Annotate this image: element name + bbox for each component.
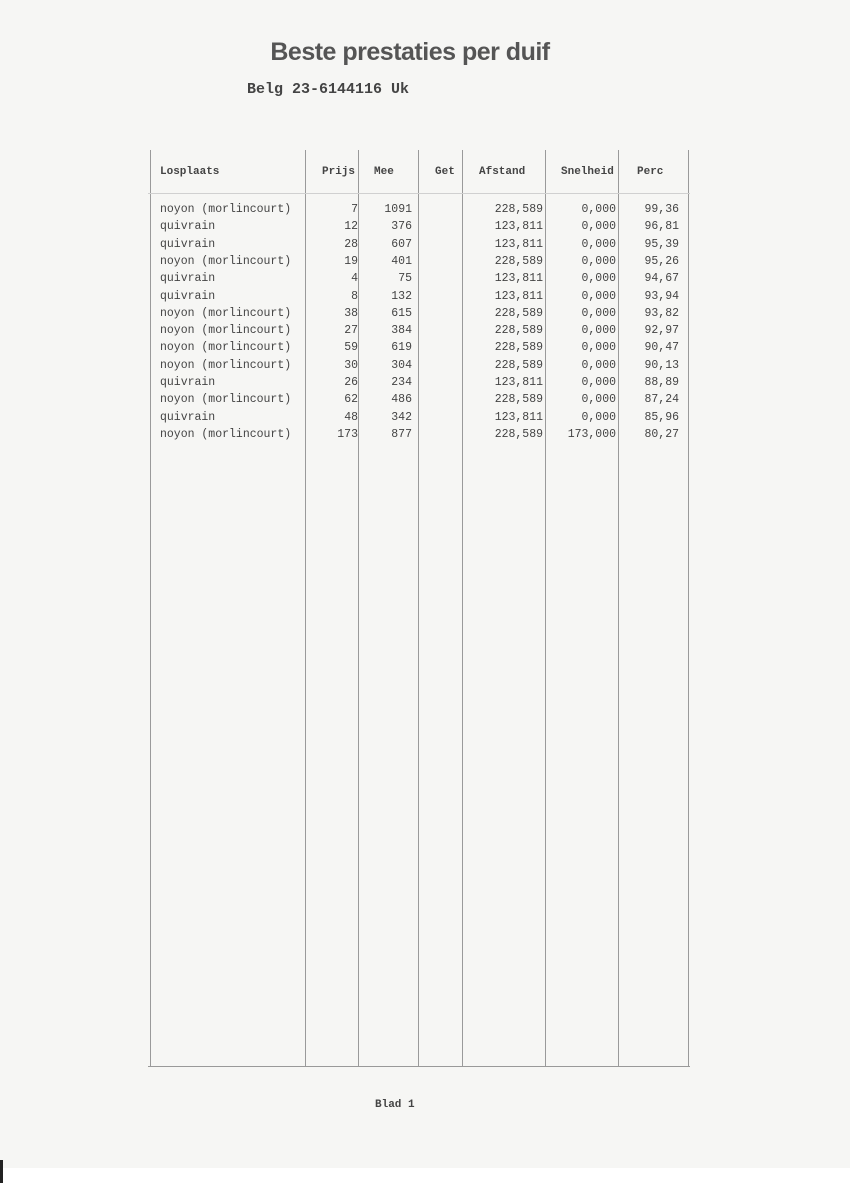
table-row xyxy=(148,238,688,255)
scan-edge-mark xyxy=(0,1160,3,1183)
cell-losplaats: noyon (morlincourt) xyxy=(160,254,292,268)
cell-losplaats: quivrain xyxy=(160,220,216,234)
cell-perc: 99,36 xyxy=(644,203,679,216)
header-get: Get xyxy=(435,166,455,178)
cell-prijs: 48 xyxy=(344,410,358,424)
cell-prijs: 30 xyxy=(344,358,358,372)
header-perc: Perc xyxy=(637,166,664,178)
table-row xyxy=(148,341,688,358)
cell-losplaats: quivrain xyxy=(160,289,216,303)
cell-afstand: 228,589 xyxy=(494,324,543,338)
cell-perc: 93,94 xyxy=(644,289,679,303)
cell-losplaats: noyon (morlincourt) xyxy=(160,306,292,320)
cell-afstand: 228,589 xyxy=(494,203,543,216)
cell-mee: 615 xyxy=(391,306,412,320)
table-row xyxy=(148,272,688,289)
cell-perc: 87,24 xyxy=(644,393,679,407)
cell-snelheid: 0,000 xyxy=(581,376,616,389)
cell-snelheid: 0,000 xyxy=(581,358,616,372)
cell-mee: 486 xyxy=(391,393,412,407)
cell-prijs: 26 xyxy=(344,376,358,389)
header-divider xyxy=(148,193,690,194)
table-row xyxy=(148,376,688,393)
cell-snelheid: 0,000 xyxy=(581,289,616,303)
cell-mee: 401 xyxy=(391,254,412,268)
cell-perc: 96,81 xyxy=(644,220,679,234)
cell-afstand: 228,589 xyxy=(494,427,543,441)
cell-mee: 234 xyxy=(391,376,412,389)
page-number: Blad 1 xyxy=(375,1099,415,1111)
header-losplaats: Losplaats xyxy=(160,166,220,178)
cell-prijs: 4 xyxy=(351,272,358,286)
cell-prijs: 62 xyxy=(344,393,358,407)
table-row xyxy=(148,411,688,428)
header-mee: Mee xyxy=(374,166,394,178)
cell-afstand: 123,811 xyxy=(494,376,543,389)
cell-prijs: 27 xyxy=(344,324,358,338)
header-prijs: Prijs xyxy=(322,166,356,178)
cell-snelheid: 0,000 xyxy=(581,220,616,234)
cell-mee: 384 xyxy=(391,324,412,338)
cell-mee: 376 xyxy=(391,220,412,234)
cell-losplaats: quivrain xyxy=(160,237,216,251)
table-row xyxy=(148,290,688,307)
table-row xyxy=(148,220,688,237)
cell-snelheid: 0,000 xyxy=(581,324,616,338)
cell-mee: 75 xyxy=(398,272,412,286)
cell-snelheid: 0,000 xyxy=(581,254,616,268)
cell-losplaats: noyon (morlincourt) xyxy=(160,358,292,372)
cell-snelheid: 0,000 xyxy=(581,306,616,320)
cell-mee: 619 xyxy=(391,341,412,355)
pigeon-id: Belg 23-6144116 Uk xyxy=(247,81,410,98)
table-row xyxy=(148,359,688,376)
table-row xyxy=(148,393,688,410)
cell-mee: 877 xyxy=(391,427,412,441)
cell-prijs: 8 xyxy=(351,289,358,303)
table-row xyxy=(148,324,688,341)
cell-afstand: 228,589 xyxy=(494,358,543,372)
cell-mee: 1091 xyxy=(384,203,412,216)
cell-losplaats: quivrain xyxy=(160,376,216,389)
cell-snelheid: 173,000 xyxy=(567,427,616,441)
cell-afstand: 228,589 xyxy=(494,254,543,268)
cell-afstand: 123,811 xyxy=(494,289,543,303)
cell-snelheid: 0,000 xyxy=(581,237,616,251)
cell-mee: 304 xyxy=(391,358,412,372)
cell-afstand: 123,811 xyxy=(494,220,543,234)
header-snelheid: Snelheid xyxy=(561,166,614,178)
cell-perc: 85,96 xyxy=(644,410,679,424)
column-divider xyxy=(688,150,689,1067)
page-title: Beste prestaties per duif xyxy=(270,38,550,66)
cell-losplaats: quivrain xyxy=(160,272,216,286)
cell-mee: 342 xyxy=(391,410,412,424)
cell-afstand: 123,811 xyxy=(494,410,543,424)
cell-perc: 95,26 xyxy=(644,254,679,268)
cell-losplaats: noyon (morlincourt) xyxy=(160,203,292,216)
cell-mee: 607 xyxy=(391,237,412,251)
cell-afstand: 228,589 xyxy=(494,341,543,355)
cell-perc: 80,27 xyxy=(644,427,679,441)
cell-perc: 95,39 xyxy=(644,237,679,251)
table-row xyxy=(148,203,688,220)
cell-losplaats: quivrain xyxy=(160,410,216,424)
header-afstand: Afstand xyxy=(479,166,526,178)
cell-snelheid: 0,000 xyxy=(581,203,616,216)
results-table xyxy=(148,150,688,1067)
cell-prijs: 59 xyxy=(344,341,358,355)
scan-border xyxy=(0,1168,850,1183)
cell-prijs: 28 xyxy=(344,237,358,251)
cell-prijs: 38 xyxy=(344,306,358,320)
cell-prijs: 7 xyxy=(351,203,358,216)
table-row xyxy=(148,255,688,272)
cell-snelheid: 0,000 xyxy=(581,393,616,407)
cell-perc: 92,97 xyxy=(644,324,679,338)
cell-perc: 90,47 xyxy=(644,341,679,355)
cell-prijs: 12 xyxy=(344,220,358,234)
cell-mee: 132 xyxy=(391,289,412,303)
cell-perc: 90,13 xyxy=(644,358,679,372)
cell-losplaats: noyon (morlincourt) xyxy=(160,324,292,338)
cell-snelheid: 0,000 xyxy=(581,341,616,355)
table-row xyxy=(148,307,688,324)
cell-losplaats: noyon (morlincourt) xyxy=(160,427,292,441)
cell-snelheid: 0,000 xyxy=(581,410,616,424)
table-bottom-border xyxy=(148,1066,690,1067)
table-row xyxy=(148,428,688,445)
cell-prijs: 19 xyxy=(344,254,358,268)
cell-perc: 88,89 xyxy=(644,376,679,389)
cell-afstand: 228,589 xyxy=(494,306,543,320)
cell-perc: 93,82 xyxy=(644,306,679,320)
cell-perc: 94,67 xyxy=(644,272,679,286)
cell-afstand: 123,811 xyxy=(494,237,543,251)
cell-afstand: 228,589 xyxy=(494,393,543,407)
cell-snelheid: 0,000 xyxy=(581,272,616,286)
cell-afstand: 123,811 xyxy=(494,272,543,286)
cell-prijs: 173 xyxy=(337,427,358,441)
cell-losplaats: noyon (morlincourt) xyxy=(160,393,292,407)
cell-losplaats: noyon (morlincourt) xyxy=(160,341,292,355)
